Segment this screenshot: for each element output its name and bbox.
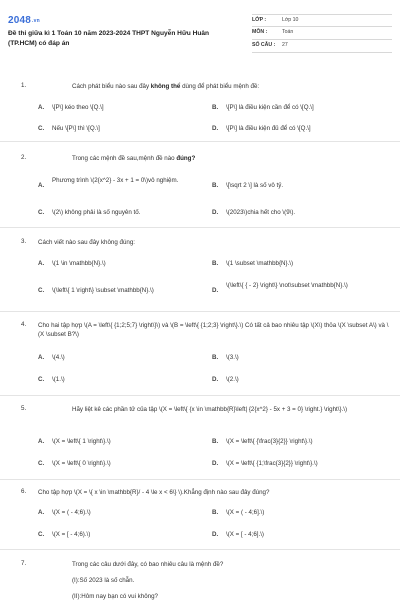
question-text-part: Trong các mệnh đề sau,mệnh đề nào (72, 155, 177, 162)
option-text: \(X = [ - 4;6].\) (226, 531, 264, 538)
question-text (72, 560, 390, 569)
option-letter: A. (38, 509, 45, 516)
option-a[interactable] (38, 103, 192, 112)
question-text-part: Cho hai tập hợp \(A = \left\{ {1;2;5;7} \right\}\) và \(B = \left\{ {1;2;3} \right\}.\) Có tất cả bao nhiêu tập \(X\) thỏa \(X \subset A\) và \(X \subset B?\) (38, 322, 389, 339)
option-text: \(\left\{ { - 2} \right\} \not\subset \mathbb{N}.\) (226, 282, 348, 289)
option-text: \(1 \in \mathbb{N}.\) (52, 260, 106, 267)
option-text: \[\sqrt 2 \] là số vô tỷ. (226, 182, 284, 189)
option-b[interactable] (212, 181, 366, 190)
option-b[interactable] (212, 508, 366, 517)
question-7 (0, 550, 400, 600)
option-letter: A. (38, 354, 45, 361)
option-letter: A. (38, 104, 45, 111)
question-text-part: dùng để phát biểu mệnh đề: (180, 83, 260, 90)
question-number: 7. (21, 560, 27, 567)
option-d[interactable] (212, 208, 366, 217)
option-a[interactable] (38, 353, 192, 362)
option-letter: D. (212, 125, 219, 132)
option-text: \(3.\) (226, 354, 239, 361)
meta-row-question-count (252, 40, 392, 53)
option-text: \(X = \left\{ 0 \right\}.\) (52, 460, 111, 467)
option-a[interactable] (38, 508, 192, 517)
option-letter: C. (38, 460, 45, 467)
meta-key: MÔN : (252, 29, 268, 36)
question-5 (0, 396, 400, 480)
question-text (38, 488, 390, 497)
option-b[interactable] (212, 259, 366, 268)
option-letter: B. (212, 182, 219, 189)
option-letter: B. (212, 438, 219, 445)
option-text: \(1 \subset \mathbb{N}.\) (226, 260, 294, 267)
option-letter: C. (38, 287, 45, 294)
option-letter: B. (212, 509, 219, 516)
option-a[interactable] (38, 437, 192, 446)
site-logo[interactable] (8, 14, 40, 28)
option-text: \(4.\) (52, 354, 65, 361)
option-letter: C. (38, 531, 45, 538)
question-text (72, 82, 390, 91)
option-letter: C. (38, 376, 45, 383)
document-header (0, 0, 400, 60)
meta-row-class (252, 14, 392, 27)
meta-value: Lớp 10 (282, 16, 299, 23)
question-text (38, 238, 390, 247)
question-text-bold: không thể (150, 83, 181, 90)
option-c[interactable] (38, 459, 192, 468)
option-b[interactable] (212, 353, 366, 362)
option-letter: A. (38, 182, 45, 189)
option-letter: D. (212, 209, 219, 216)
option-letter: D. (212, 287, 219, 294)
option-d[interactable] (212, 124, 366, 133)
exam-meta-table (252, 14, 392, 53)
question-3 (0, 228, 400, 312)
statement-item: (II):Hôm nay bạn có vui không? (72, 593, 158, 600)
meta-key: LỚP : (252, 16, 267, 23)
question-number: 2. (21, 154, 27, 161)
question-number: 1. (21, 82, 27, 89)
question-text-bold: đúng? (176, 155, 196, 162)
option-text: \(\left\{ 1 \right\} \subset \mathbb{N}.\) (52, 287, 154, 294)
question-text-part: Cách viết nào sau đây không đúng: (38, 239, 136, 246)
option-c[interactable] (38, 124, 192, 133)
question-number: 3. (21, 238, 27, 245)
question-6 (0, 480, 400, 550)
option-letter: B. (212, 104, 219, 111)
option-text: \(X = ( - 4;6).\) (52, 509, 91, 516)
meta-key: SỐ CÂU : (252, 42, 276, 49)
option-text: \(2023\)chia hết cho \(9\). (226, 209, 296, 216)
option-b[interactable] (212, 103, 366, 112)
option-letter: D. (212, 376, 219, 383)
option-text: \(X = \left\{ {\frac{3}{2}} \right\}.\) (226, 438, 313, 445)
question-text (38, 321, 390, 340)
question-number: 4. (21, 321, 27, 328)
option-letter: B. (212, 260, 219, 267)
option-c[interactable] (38, 286, 212, 295)
option-text: \[P\] kéo theo \[Q.\] (52, 104, 104, 111)
option-text: \[P\] là điều kiện đủ để có \[Q.\] (226, 125, 311, 132)
option-letter: D. (212, 531, 219, 538)
option-text: \[P\] là điều kiện cần để có \[Q.\] (226, 104, 314, 111)
option-d[interactable] (212, 530, 366, 539)
option-c[interactable] (38, 208, 192, 217)
option-a[interactable] (38, 259, 192, 268)
option-d[interactable] (212, 459, 396, 468)
question-2 (0, 142, 400, 228)
option-d[interactable] (212, 281, 376, 295)
logo-suffix: .vn (32, 18, 40, 24)
meta-value: Toán (282, 29, 294, 36)
statement-item: (I):Số 2023 là số chẵn. (72, 577, 135, 584)
option-letter: D. (212, 460, 219, 467)
option-a[interactable] (38, 176, 192, 190)
option-text: Phương trình \(2{x^2} - 3x + 1 = 0\)vô nghiệm. (52, 177, 179, 184)
question-text (72, 405, 390, 414)
question-text (72, 154, 390, 163)
logo-text: 2048 (8, 15, 32, 26)
question-text-part: Hãy liệt kê các phần tử của tập \(X = \left\{ {x \in \mathbb{R}\left| {2{x^2} - 5x + 3 = 0} \right.} \right\}.\) (72, 406, 348, 413)
option-b[interactable] (212, 437, 396, 446)
exam-title: Đề thi giữa kì 1 Toán 10 năm 2023-2024 THPT Nguyễn Hữu Huân (TP.HCM) có đáp án (8, 30, 210, 48)
question-4 (0, 312, 400, 396)
option-text: \(2\) không phải là số nguyên tố. (52, 209, 141, 216)
option-letter: C. (38, 125, 45, 132)
option-text: \(X = \left\{ {1;\frac{3}{2}} \right\}.\) (226, 460, 318, 467)
option-letter: B. (212, 354, 219, 361)
option-text: \(X = ( - 4;6].\) (226, 509, 265, 516)
option-d[interactable] (212, 375, 366, 384)
option-text: \(2.\) (226, 376, 239, 383)
option-text: \(X = \left\{ 1 \right\}.\) (52, 438, 111, 445)
question-text-part: Cách phát biểu nào sau đây (72, 83, 151, 90)
meta-row-subject (252, 27, 392, 40)
option-letter: A. (38, 438, 45, 445)
option-text: Nếu \[P\] thì \[Q.\] (52, 125, 100, 132)
question-1 (0, 70, 400, 142)
option-letter: C. (38, 209, 45, 216)
question-text-part: Trong các câu dưới đây, có bao nhiêu câu là mệnh đề? (72, 561, 224, 568)
question-text-part: Cho tập hợp \(X = \{ x \in \mathbb{R}/ - 4 \le x < 6\} \).Khẳng định nào sau đây đúng? (38, 489, 270, 496)
option-text: \(X = [ - 4;6).\) (52, 531, 91, 538)
option-text: \(1.\) (52, 376, 65, 383)
option-c[interactable] (38, 375, 192, 384)
question-number: 5. (21, 405, 27, 412)
question-number: 6. (21, 488, 27, 495)
meta-value: 27 (282, 42, 288, 49)
option-c[interactable] (38, 530, 192, 539)
option-letter: A. (38, 260, 45, 267)
